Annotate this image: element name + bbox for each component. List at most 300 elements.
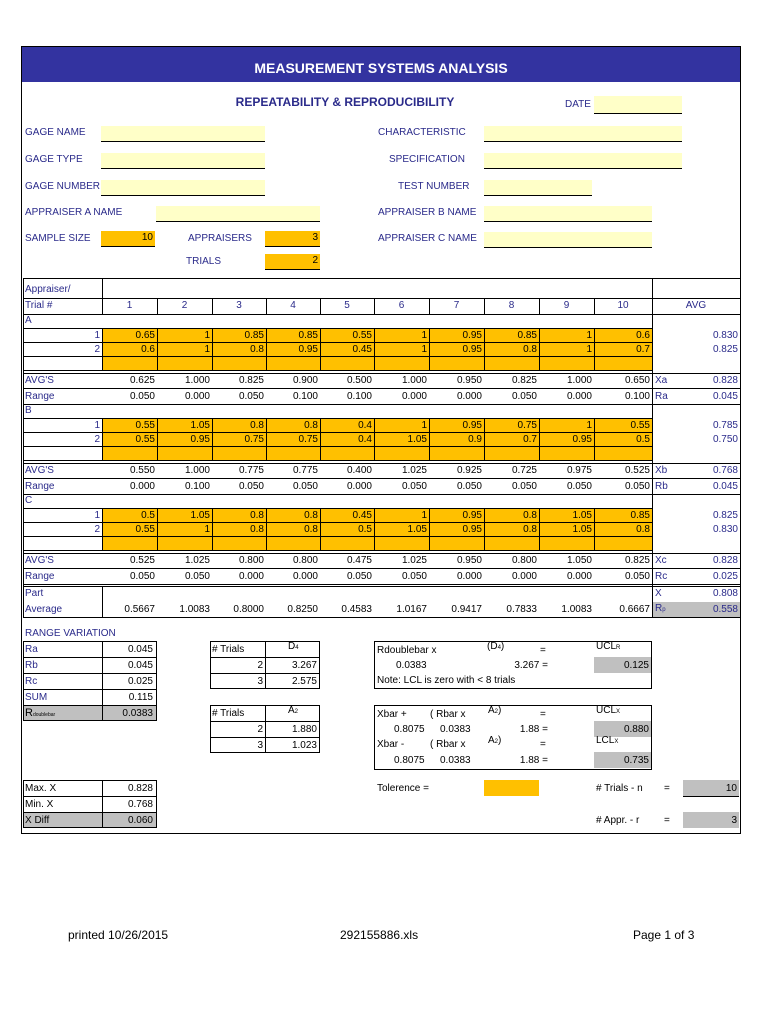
avg-cell: 0.725 (511, 465, 537, 476)
measurement-cell: 1 (421, 330, 427, 341)
ucl-r-note: Note: LCL is zero with < 8 trials (377, 675, 516, 686)
part-header: 10 (617, 300, 629, 311)
a2-header-a2: A2 (288, 705, 299, 716)
appraiser-block-label: A (25, 315, 32, 326)
range-cell: 0.050 (566, 481, 592, 492)
ucl-x-a2: A2) (488, 705, 502, 716)
grid-line (23, 460, 652, 461)
gage-type-label: GAGE TYPE (25, 154, 83, 165)
measurement-cell: 0.8 (523, 510, 537, 521)
d4-header-d4: D4 (288, 641, 299, 652)
avg-cell: 0.825 (511, 375, 537, 386)
grid-line (23, 328, 652, 329)
lcl-x-a2: A2) (488, 735, 502, 746)
avg-cell: 1.025 (184, 555, 210, 566)
trial-number: 1 (94, 330, 100, 341)
measurement-row-fill (102, 537, 652, 551)
rv-ra-value: 0.045 (127, 644, 153, 655)
measurement-cell: 0.95 (462, 510, 482, 521)
measurement-cell: 1.05 (190, 420, 210, 431)
grid-line (23, 278, 740, 279)
measurement-cell: 0.85 (244, 330, 264, 341)
ucl-x-equals: = (540, 709, 546, 720)
range-cell: 0.050 (456, 481, 482, 492)
specification-field[interactable] (484, 153, 682, 169)
avg-cell: 0.400 (346, 465, 372, 476)
rbar-value: 0.045 (712, 481, 738, 492)
xdiff-label: X Diff (25, 815, 50, 826)
part-average-cell: 1.0167 (396, 604, 427, 615)
sample-size-value: 10 (141, 232, 153, 243)
avg-cell: 1.050 (566, 555, 592, 566)
grid-line (23, 278, 24, 618)
range-cell: 0.000 (184, 391, 210, 402)
range-label: Range (25, 571, 55, 582)
gage-name-field[interactable] (101, 126, 265, 142)
min-x-value: 0.768 (127, 799, 153, 810)
measurement-cell: 0.75 (298, 434, 318, 445)
max-x-value: 0.828 (127, 783, 153, 794)
xbar-value: 0.768 (712, 465, 738, 476)
avg-cell: 0.525 (624, 465, 650, 476)
trial-number: 2 (94, 524, 100, 535)
measurement-cell: 1 (204, 330, 210, 341)
measurement-cell: 0.95 (462, 330, 482, 341)
measurement-cell: 0.9 (468, 434, 482, 445)
ucl-r-result: 0.125 (623, 660, 649, 671)
grid-line (23, 586, 740, 587)
rbar-label: Rb (655, 481, 668, 492)
range-label: Range (25, 481, 55, 492)
measurement-cell: 0.8 (250, 344, 264, 355)
avg-cell: 1.000 (401, 375, 427, 386)
range-cell: 0.050 (401, 481, 427, 492)
grid-line (23, 617, 740, 618)
ucl-x-xbar-plus: Xbar + (377, 709, 407, 720)
grid-line (23, 446, 652, 447)
ucl-r-label: UCLR (596, 641, 621, 652)
min-x-label: Min. X (25, 799, 54, 810)
grid-line (652, 586, 653, 618)
range-cell: 0.000 (346, 481, 372, 492)
range-cell: 0.100 (184, 481, 210, 492)
a2-row-value: 1.023 (291, 740, 317, 751)
range-cell: 0.050 (238, 481, 264, 492)
range-cell: 0.000 (566, 571, 592, 582)
grid-line (23, 418, 652, 419)
trials-n-label: # Trials - n (596, 783, 643, 794)
d4-row-value: 3.267 (291, 660, 317, 671)
avg-cell: 1.025 (401, 555, 427, 566)
measurement-cell: 0.7 (636, 344, 650, 355)
range-cell: 0.000 (456, 391, 482, 402)
avg-cell: 0.925 (456, 465, 482, 476)
trial-number: 1 (94, 510, 100, 521)
avg-cell: 1.000 (184, 375, 210, 386)
measurement-cell: 0.8 (523, 524, 537, 535)
trial-number: 2 (94, 344, 100, 355)
range-cell: 0.000 (401, 391, 427, 402)
rv-rb-label: Rb (25, 660, 38, 671)
grid-line (23, 314, 740, 315)
part-average-cell: 1.0083 (561, 604, 592, 615)
footer-printed: printed 10/26/2015 (68, 928, 169, 942)
range-cell: 0.050 (129, 571, 155, 582)
ucl-r-equals: = (540, 645, 546, 656)
measurement-cell: 0.95 (462, 524, 482, 535)
measurement-cell: 0.8 (304, 524, 318, 535)
trials-value: 2 (312, 255, 318, 266)
test-number-field[interactable] (484, 180, 592, 196)
rv-sum-label: SUM (25, 692, 48, 703)
appraiser-c-label: APPRAISER C NAME (378, 233, 477, 244)
measurement-cell: 1 (421, 420, 427, 431)
specification-label: SPECIFICATION (389, 154, 465, 165)
trial-average: 0.830 (712, 524, 738, 535)
appraisers-label: APPRAISERS (188, 233, 252, 244)
ucl-x-label: UCLX (596, 705, 621, 716)
grid-line (23, 388, 740, 389)
measurement-cell: 1 (204, 344, 210, 355)
measurement-cell: 1.05 (407, 434, 427, 445)
d4-row-trials: 2 (257, 660, 263, 671)
grid-line (23, 298, 740, 299)
rp-label: Rp (655, 603, 666, 614)
tolerance-field[interactable] (484, 780, 539, 796)
lcl-x-xbar-minus: Xbar - (377, 739, 405, 750)
part-average-cell: 0.9417 (451, 604, 482, 615)
appraiser-block-label: C (25, 495, 33, 506)
grid-line (23, 370, 652, 371)
measurement-cell: 0.5 (358, 524, 372, 535)
measurement-cell: 1.05 (190, 510, 210, 521)
grand-xbar-label: X (655, 588, 662, 599)
grid-line (23, 536, 652, 537)
ucl-x-rbar: ( Rbar x (430, 709, 466, 720)
gage-number-label: GAGE NUMBER (25, 181, 101, 192)
trial-number-label: Trial # (25, 300, 53, 311)
d4-header-trials: # Trials (212, 644, 245, 655)
avg-cell: 0.650 (624, 375, 650, 386)
grand-xbar-value: 0.808 (712, 588, 738, 599)
measurement-cell: 0.6 (636, 330, 650, 341)
measurement-cell: 0.45 (352, 344, 372, 355)
measurement-cell: 0.4 (358, 434, 372, 445)
range-cell: 0.000 (511, 571, 537, 582)
measurement-cell: 0.8 (250, 420, 264, 431)
rv-rdoublebar-label: Rdoublebar (25, 707, 56, 719)
range-cell: 0.050 (401, 571, 427, 582)
ucl-x-result: 0.880 (623, 724, 649, 735)
ucl-x-a2-value: 1.88 = (519, 724, 548, 735)
avg-cell: 0.625 (129, 375, 155, 386)
measurement-row-fill (102, 447, 652, 461)
grid-line (23, 568, 740, 569)
part-header: 4 (290, 300, 296, 311)
appraiser-b-field[interactable] (484, 206, 652, 222)
rbar-value: 0.045 (712, 391, 738, 402)
part-average-cell: 1.0083 (179, 604, 210, 615)
part-header: 3 (236, 300, 242, 311)
ucl-r-formula: Rdoublebar x (377, 645, 437, 656)
part-header: 2 (181, 300, 188, 311)
avgs-label: AVG'S (25, 555, 54, 566)
d4-row-value: 2.575 (291, 676, 317, 687)
appraiser-c-field[interactable] (484, 232, 652, 248)
grid-line (23, 508, 652, 509)
range-cell: 0.100 (346, 391, 372, 402)
measurement-cell: 0.95 (462, 344, 482, 355)
part-label: Part (25, 588, 44, 599)
part-header: 5 (344, 300, 350, 311)
xbar-label: Xa (655, 375, 668, 386)
part-average-cell: 0.4583 (341, 604, 372, 615)
trials-n-equals: = (664, 783, 670, 794)
grid-line (23, 550, 652, 551)
measurement-cell: 0.8 (304, 420, 318, 431)
range-label: Range (25, 391, 55, 402)
range-cell: 0.100 (624, 391, 650, 402)
rv-rb-value: 0.045 (127, 660, 153, 671)
grid-line (23, 478, 740, 479)
date-label: DATE (565, 99, 591, 110)
measurement-cell: 0.4 (358, 420, 372, 431)
appraisers-value: 3 (312, 232, 318, 243)
characteristic-label: CHARACTERISTIC (378, 127, 466, 138)
avg-cell: 1.000 (566, 375, 592, 386)
measurement-cell: 0.8 (250, 524, 264, 535)
measurement-cell: 1 (586, 330, 592, 341)
measurement-row-fill (102, 357, 652, 371)
grid-line (23, 522, 652, 523)
test-number-label: TEST NUMBER (398, 181, 470, 192)
avg-cell: 0.500 (346, 375, 372, 386)
measurement-cell: 0.6 (141, 344, 155, 355)
avg-cell: 0.825 (238, 375, 264, 386)
lcl-x-equals: = (540, 739, 546, 750)
measurement-cell: 0.55 (135, 524, 155, 535)
lcl-x-rbar-value: 0.0383 (440, 755, 471, 766)
grid-line (23, 342, 652, 343)
sample-size-label: SAMPLE SIZE (25, 233, 91, 244)
avg-cell: 1.000 (184, 465, 210, 476)
gage-number-field[interactable] (101, 180, 265, 196)
measurement-cell: 0.55 (352, 330, 372, 341)
range-cell: 0.050 (346, 571, 372, 582)
range-cell: 0.050 (292, 481, 318, 492)
xbar-value: 0.828 (712, 555, 738, 566)
rv-rdoublebar-value: 0.0383 (122, 708, 153, 719)
gage-name-label: GAGE NAME (25, 127, 86, 138)
range-cell: 0.050 (129, 391, 155, 402)
footer-page: Page 1 of 3 (633, 928, 695, 942)
measurement-cell: 0.65 (135, 330, 155, 341)
lcl-x-rbar: ( Rbar x (430, 739, 466, 750)
a2-row-value: 1.880 (291, 724, 317, 735)
xbar-label: Xc (655, 555, 667, 566)
measurement-cell: 0.8 (304, 510, 318, 521)
grid-line (23, 584, 740, 585)
d4-row-trials: 3 (257, 676, 263, 687)
avg-cell: 0.525 (129, 555, 155, 566)
measurement-cell: 0.5 (141, 510, 155, 521)
range-cell: 0.000 (129, 481, 155, 492)
avg-cell: 0.550 (129, 465, 155, 476)
rv-rc-label: Rc (25, 676, 38, 687)
xbar-value: 0.828 (712, 375, 738, 386)
page-subtitle: REPEATABILITY & REPRODUCIBILITY (235, 95, 455, 109)
appr-r-label: # Appr. - r (596, 815, 640, 826)
ucl-x-xbar-value: 0.8075 (394, 724, 425, 735)
measurement-cell: 1.05 (407, 524, 427, 535)
measurement-cell: 1 (204, 524, 210, 535)
avg-cell: 0.900 (292, 375, 318, 386)
avg-cell: 0.800 (292, 555, 318, 566)
measurement-cell: 0.85 (517, 330, 537, 341)
avg-cell: 0.775 (292, 465, 318, 476)
avg-header: AVG (685, 300, 707, 311)
avg-cell: 0.800 (238, 555, 264, 566)
measurement-cell: 0.45 (352, 510, 372, 521)
trial-average: 0.750 (712, 434, 738, 445)
footer-filename: 292155886.xls (340, 928, 419, 942)
rbar-label: Ra (655, 391, 668, 402)
grid-line (23, 356, 652, 357)
grid-line (23, 494, 740, 495)
a2-row-trials: 3 (257, 740, 263, 751)
avg-cell: 0.975 (566, 465, 592, 476)
rp-value: 0.558 (712, 604, 738, 615)
range-cell: 0.000 (566, 391, 592, 402)
rv-rc-value: 0.025 (127, 676, 153, 687)
rv-sum-value: 0.115 (128, 692, 153, 703)
trial-average: 0.830 (712, 330, 738, 341)
measurement-cell: 0.95 (462, 420, 482, 431)
measurement-cell: 1 (586, 344, 592, 355)
measurement-cell: 0.75 (244, 434, 264, 445)
trial-average: 0.825 (712, 510, 738, 521)
trial-average: 0.825 (712, 344, 738, 355)
grid-line (23, 373, 740, 374)
appraiser-b-label: APPRAISER B NAME (378, 207, 477, 218)
avg-cell: 1.025 (401, 465, 427, 476)
measurement-cell: 0.95 (190, 434, 210, 445)
part-average-cell: 0.7833 (506, 604, 537, 615)
measurement-cell: 0.7 (523, 434, 537, 445)
date-field[interactable] (594, 96, 682, 114)
range-cell: 0.050 (511, 391, 537, 402)
part-header: 8 (508, 300, 515, 311)
measurement-cell: 0.5 (636, 434, 650, 445)
measurement-cell: 0.85 (298, 330, 318, 341)
gage-type-field[interactable] (101, 153, 265, 169)
lcl-x-a2-value: 1.88 = (519, 755, 548, 766)
part-average-cell: 0.6667 (619, 604, 650, 615)
grid-line (23, 404, 740, 405)
measurement-cell: 1.05 (572, 510, 592, 521)
range-cell: 0.050 (184, 571, 210, 582)
grid-line (23, 553, 740, 554)
measurement-cell: 0.95 (572, 434, 592, 445)
avg-cell: 0.475 (346, 555, 372, 566)
range-cell: 0.000 (456, 571, 482, 582)
range-cell: 0.050 (624, 571, 650, 582)
ucl-r-d4: (D4) (487, 641, 505, 652)
rbar-label: Rc (655, 571, 668, 582)
a2-row-trials: 2 (257, 724, 263, 735)
appraiser-a-label: APPRAISER A NAME (25, 207, 123, 218)
lcl-x-xbar-value: 0.8075 (394, 755, 425, 766)
part-header: 7 (453, 300, 460, 311)
measurement-cell: 0.8 (250, 510, 264, 521)
avgs-label: AVG'S (25, 465, 54, 476)
range-cell: 0.050 (511, 481, 537, 492)
avg-cell: 0.825 (624, 555, 650, 566)
measurement-cell: 0.55 (135, 434, 155, 445)
measurement-cell: 0.55 (135, 420, 155, 431)
xdiff-value: 0.060 (127, 815, 153, 826)
characteristic-field[interactable] (484, 126, 682, 142)
ucl-r-rdoublebar: 0.0383 (396, 660, 427, 671)
measurement-cell: 0.75 (517, 420, 537, 431)
a2-header-trials: # Trials (212, 708, 245, 719)
lcl-x-result: 0.735 (623, 755, 649, 766)
part-average-cell: 0.5667 (124, 604, 155, 615)
range-cell: 0.050 (238, 391, 264, 402)
appr-r-value: 3 (731, 815, 737, 826)
trial-number: 1 (94, 420, 100, 431)
measurement-cell: 0.8 (636, 524, 650, 535)
measurement-cell: 1 (421, 510, 427, 521)
range-cell: 0.100 (292, 391, 318, 402)
average-label: Average (25, 604, 63, 615)
trial-average: 0.785 (712, 420, 738, 431)
appraiser-trial-label: Appraiser/ (25, 284, 71, 295)
appraiser-block-label: B (25, 405, 32, 416)
xbar-label: Xb (655, 465, 668, 476)
avg-cell: 0.950 (456, 375, 482, 386)
appr-r-equals: = (664, 815, 670, 826)
part-header: 9 (563, 300, 570, 311)
measurement-cell: 0.95 (298, 344, 318, 355)
range-cell: 0.000 (238, 571, 264, 582)
part-header: 6 (398, 300, 405, 311)
page-title: MEASUREMENT SYSTEMS ANALYSIS (254, 60, 508, 76)
measurement-cell: 0.8 (523, 344, 537, 355)
ucl-r-d4-value: 3.267 = (514, 660, 548, 671)
lcl-x-label: LCLX (596, 735, 619, 746)
grid-line (740, 278, 741, 618)
trials-n-value: 10 (725, 783, 737, 794)
grid-line (23, 463, 740, 464)
measurement-cell: 1 (586, 420, 592, 431)
trials-label: TRIALS (186, 256, 222, 267)
rbar-value: 0.025 (712, 571, 738, 582)
grid-line (23, 432, 652, 433)
max-x-label: Max. X (25, 783, 57, 794)
range-cell: 0.000 (292, 571, 318, 582)
ucl-x-rbar-value: 0.0383 (440, 724, 471, 735)
measurement-cell: 0.55 (630, 420, 650, 431)
avg-cell: 0.950 (456, 555, 482, 566)
range-cell: 0.050 (624, 481, 650, 492)
avgs-label: AVG'S (25, 375, 54, 386)
appraiser-a-field[interactable] (156, 206, 320, 222)
grid-line (652, 314, 653, 586)
part-average-cell: 0.8000 (233, 604, 264, 615)
measurement-cell: 1 (421, 344, 427, 355)
part-header: 1 (126, 300, 133, 311)
